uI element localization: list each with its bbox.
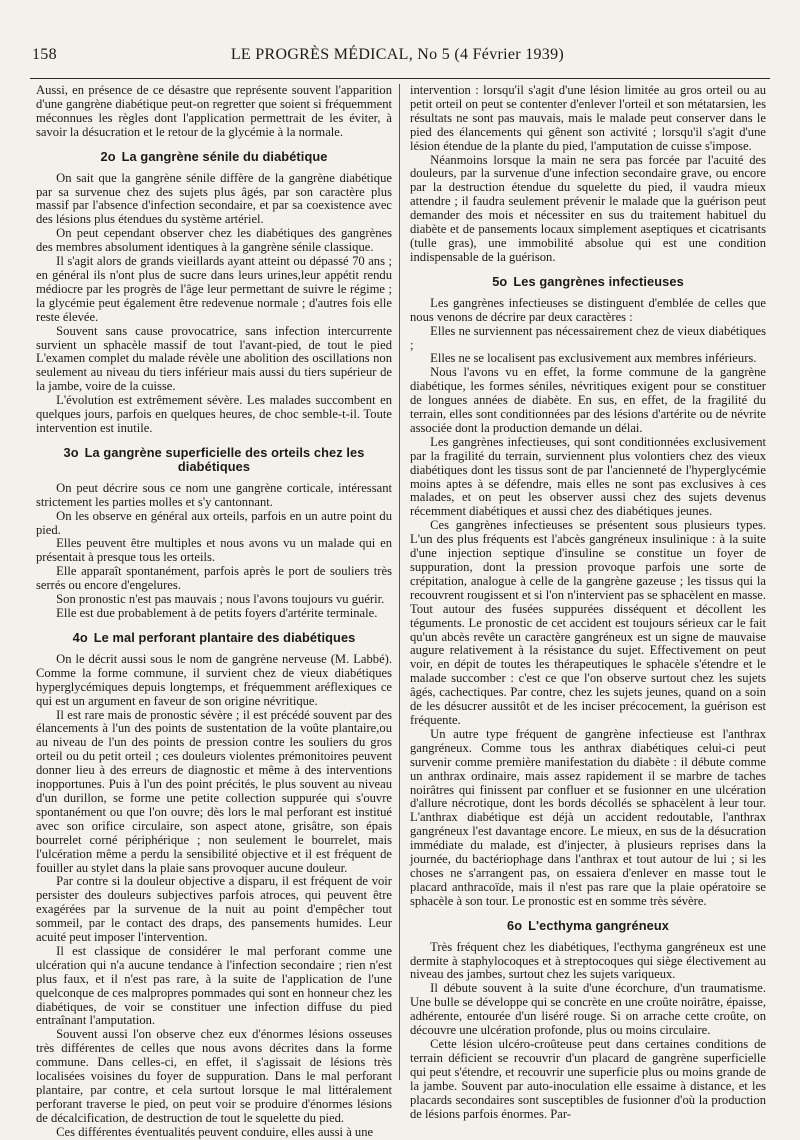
running-title: LE PROGRÈS MÉDICAL, No 5 (4 Février 1939) [230,46,565,63]
paragraph: Souvent aussi l'on observe chez eux d'énormes lésions osseuses très différentes de celles que nous avons décrites dans la forme commune. Dans celles-ci, en effet, il s'agissait de lésions très localisées voisines du foyer de suppuration. Dans le mal perforant plantaire, par contre, et cela surtout lorsque le mal littéralement perforant traverse le pied, on peut voir se produire d'énormes lésions de décalcification, de destruction de tout le squelette du pied. [36,1027,392,1125]
page-number: 158 [32,46,57,63]
paragraph: Ces gangrènes infectieuses se présentent sous plusieurs types. L'un des plus fréquents est l'abcès gangréneux insulinique : à la suite d'une injection septique d'insuline se constitue un foyer de suppuration, dont la pression provoque parfois une sorte de crépitation, analogue à celle de la gangrène gazeuse ; les tissus qui la recouvrent rougissent et si l'on n'intervient pas se sphacèlent en masse. Tout autour des fusées suppurées disséquent et décollent les téguments. Le pronostic de cet accident est toujours sérieux car le fait qu'un abcès revête un caractère gangréneux est un signe de mauvaise augure relativement à la résistance du sujet. Effectivement on peut voir, en dépit de toutes les thérapeutiques le sphacèle s'étendre et le malade succomber : c'est ce que l'on observe surtout chez les sujets âgés, cachectiques. Par contre, chez les sujets jeunes, quand on a soin de les désucrer aussitôt et de les inciser précocement, la guérison est fréquente. [410,518,767,727]
paragraph: Un autre type fréquent de gangrène infectieuse est l'anthrax gangréneux. Comme tous les anthrax diabétiques celui-ci peut survenir comme première manifestation du diabète : il débute comme un anthrax ordinaire, mais assez rapidement il se marbre de taches noirâtres qui finissent par confluer et se fusionner en une ulcération d'allure nécrotique, dont les bords décollés se sphacèlent à leur tour. L'anthrax diabétique est déjà un accident redoutable, l'anthrax gangréneux l'est davantage encore. Le mieux, en sus de la désucration immédiate du malade, est d'injecter, à plusieurs reprises dans la journée, du bactériophage dans l'anthrax et tout autour de lui ; si les choses ne s'arrangent pas, on essaiera d'enlever en masse tout le placard anthracoïde, mais il n'est pas rare que la plaie opératoire se sphacèle à son tour. Le pronostic est en somme très sévère. [410,726,766,908]
section-title: Les gangrènes infectieuses [513,273,684,289]
paragraph: Il s'agit alors de grands vieillards ayant atteint ou dépassé 70 ans ; en général ils n'ont plus de sucre dans leurs urines,leur appétit rendu médiocre par les progrès de l'âge leur permettant de suivre le régime ; la glycémie peut également être redevenue normale ; d'autres fois elle reste élevée. [36,254,392,324]
page-header [32,46,768,68]
section-title: La gangrène sénile du diabétique [121,148,328,164]
section-title: La gangrène superficielle des orteils chez les diabétiques [84,444,365,474]
paragraph: On les observe en général aux orteils, parfois en un autre point du pied. [36,508,392,537]
paragraph: On sait que la gangrène sénile diffère de la gangrène diabétique par sa survenue chez des sujets plus âgés, par son caractère plus massif par l'absence d'infection secondaire, et par sa coexistence avec des lésions plus étendues du système artériel. [36,170,392,227]
section-heading-6 [410,919,766,933]
right-column [410,84,766,1121]
paragraph: Il est rare mais de pronostic sévère ; il est précédé souvent par des élancements à l'un des points de sustentation de la voûte plantaire,ou au niveau de l'un des points de pression contre les souliers du gros orteil ou du petit orteil ; ces douleurs violentes prémonitoires peuvent donner lieu à des erreurs de diagnostic et même à des interventions inopportunes. Puis à l'un des point précités, le plus souvent au niveau d'un durillon, se forme une petite collection suppurée qui s'ouvre spontanément ou que l'on ouvre; dès lors le mal perforant est institué avec son orifice circulaire, son aspect atone, grisâtre, son épais bourrelet corné périphérique ; non seulement le bourrelet, mais l'ulcération même a perdu la sensibilité objective et il est fréquent de fouiller au stylet dans la plaie sans provoquer aucune douleur. [36,707,392,875]
paragraph: Souvent sans cause provocatrice, sans infection intercurrente survient un sphacèle massif de tout l'avant-pied, de tout le pied L'examen complet du malade révèle une abolition des oscillations non seulement au niveau du tiers inférieur mais aussi du tiers supérieur de la jambe, voire de la cuisse. [36,323,392,394]
paragraph: Ces différentes éventualités peuvent conduire, elles aussi à une [56,1124,374,1139]
paragraph: Nous l'avons vu en effet, la forme commune de la gangrène diabétique, les formes séniles, névritiques exigent pour se constituer de longues années de diabète. En sus, en effet, de la fragilité du terrain, elles sont conditionnées par des lésions d'artérite ou de névrite associée dont la production demande un délai. [410,365,766,435]
paragraph: Très fréquent chez les diabétiques, l'ecthyma gangréneux est une dermite à staphylocoques et à streptocoques qui siège électivement au niveau des jambes, surtout chez les sujets variqueux. [410,939,766,982]
paragraph: L'évolution est extrêmement sévère. Les malades succombent en quelques jours, parfois en quelques heures, de choc semble-t-il. Toute intervention est inutile. [36,393,392,435]
paragraph: Elles ne se localisent pas exclusivement aux membres inférieurs. [430,351,757,366]
paragraph: Elles peuvent être multiples et nous avons vu un malade qui en présentait à presque tous les orteils. [36,536,392,565]
section-number: 6o [506,917,523,933]
header-rule [30,78,770,79]
section-title: L'ecthyma gangréneux [528,917,669,933]
section-title: Le mal perforant plantaire des diabétiques [93,629,356,645]
paragraph: Il est classique de considérer le mal perforant comme une ulcération qui n'a aucune tendance à l'infection secondaire ; rien n'est plus faux, et il n'est pas rare, à la suite de l'application de l'une quelconque de ces malpropres pommades qui sont en honneur chez les diabétiques, de voir se constituer une infection diffuse du pied entraînant l'amputation. [36,943,393,1028]
left-column [36,84,392,1140]
column-divider [399,84,400,1080]
paragraph: Cette lésion ulcéro-croûteuse peut dans certaines conditions de terrain déficient se recouvrir d'un placard de gangrène superficielle qui peut s'étendre, et recouvrir une superficie plus ou moins grande de la jambe. Souvent par auto-inoculation elle essaime à distance, et les placards secondaires sont susceptibles de fusionner d'où la production de lésions parfois énormes. Par- [410,1037,766,1121]
paragraph: On le décrit aussi sous le nom de gangrène nerveuse (M. Labbé). Comme la forme commune, il survient chez de vieux diabétiques hyperglycémiques depuis longtemps, et fréquemment aréflexiques ce qui est un argument en faveur de son origine névritique. [36,651,392,708]
section-heading-4 [36,631,392,645]
section-heading-3 [36,446,392,474]
section-number: 2o [100,148,116,164]
paragraph: Par contre si la douleur objective a disparu, il est fréquent de voir persister des douleurs subjectives parfois atroces, qui peuvent être exagérées par la survenue de la nuit au point d'empêcher tout sommeil, par le contact des draps, des pansements humides. Leur acuité peut imposer l'intervention. [36,874,392,945]
paragraph: Elle apparaît spontanément, parfois après le port de souliers très serrés ou encore d'engelures. [36,564,392,593]
section-heading-2 [36,150,392,164]
paragraph: Il débute souvent à la suite d'une écorchure, d'un traumatisme. Une bulle se développe qui se concrète en une croûte noirâtre, épaisse, adhérente, entourée d'un liséré rouge. Si on arrache cette croûte, on découvre une ulcération profonde, plus ou moins circulaire. [410,981,766,1038]
paragraph: Son pronostic n'est pas mauvais ; nous l'avons toujours vu guérir. [56,592,385,607]
section-number: 3o [63,444,79,460]
continued-paragraph: intervention : lorsqu'il s'agit d'une lésion limitée au gros orteil ou au petit orteil on peut se contenter d'enlever l'orteil et son métatarsien, les résultats ne sont pas mauvais, mais le malade peut conserver dans le pied des élancements qui gênent son activité ; lorsqu'il s'agit d'une lésion étendue de la plante du pied, l'amputation de cuisse s'impose. [410,83,766,153]
intro-paragraph: Aussi, en présence de ce désastre que représente souvent l'apparition d'une gangrène diabétique peut-on regretter que soient si fréquemment méconnues les règles dont l'application permettrait de les éviter, à savoir la désucration et le retour de la glycémie à la normale. [36,83,392,139]
section-number: 4o [72,629,88,645]
paragraph: Les gangrènes infectieuses se distinguent d'emblée de celles que nous venons de décrire par deux caractères : [410,295,766,324]
paragraph: On peut décrire sous ce nom une gangrène corticale, intéressant strictement les parties molles et s'y cantonnant. [36,480,392,509]
paragraph: Néanmoins lorsque la main ne sera pas forcée par l'acuité des douleurs, par la survenue d'une infection secondaire grave, ou encore par la destruction étendue du squelette du pied, il vaudra mieux attendre ; il faudra seulement prévenir le malade que la guérison peut demander des mois et nécessiter en sus du traitement habituel du diabète et de pansements locaux simplement aseptiques et cicatrisants (tulle gras), une immobilité absolue qui est une condition indispensable de la guérison. [410,152,766,264]
paragraph: On peut cependant observer chez les diabétiques des gangrènes des membres absolument identiques à la gangrène sénile classique. [36,226,392,255]
section-number: 5o [492,273,508,289]
paragraph: Les gangrènes infectieuses, qui sont conditionnées exclusivement par la fragilité du terrain, surviennent plus volontiers chez des vieux diabétiques dont les tissus sont de par l'ancienneté de l'hyperglycémie moins aptes à se défendre, mais elles ne sont pas exclusives à ces malades, et on peut les observer aussi chez des sujets devenus récemment diabétiques et aussi chez des diabétiques jeunes. [410,434,766,519]
paragraph: Elle est due probablement à de petits foyers d'artérite terminale. [56,606,378,620]
paragraph: Elles ne surviennent pas nécessairement chez de vieux diabétiques ; [410,323,766,352]
section-heading-5 [410,275,766,289]
